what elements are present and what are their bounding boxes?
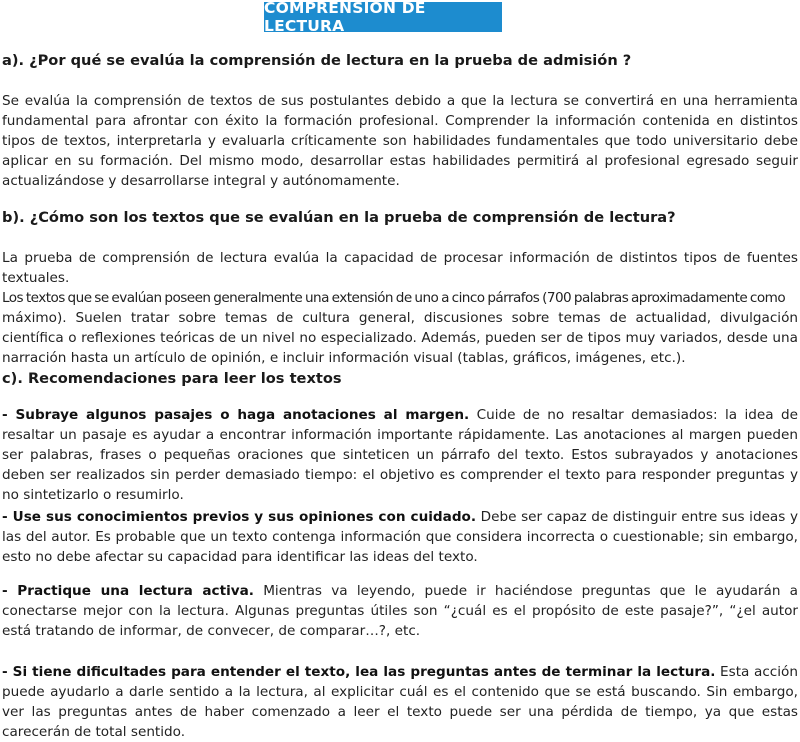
- recommendation-lead: - Si tiene dificultades para entender el texto, lea las preguntas antes de terminar la lectura.: [2, 664, 716, 680]
- page-title-banner: COMPRENSIÓN DE LECTURA: [264, 2, 502, 32]
- section-a-heading: a). ¿Por qué se evalúa la comprensión de lectura en la prueba de admisión ?: [2, 52, 632, 69]
- recommendation-item: [2, 507, 798, 567]
- recommendation-lead: - Subraye algunos pasajes o haga anotaciones al margen.: [2, 407, 470, 423]
- section-b-line-1: La prueba de comprensión de lectura evalúa la capacidad de procesar información de distintos tipos de fuentes textuales.: [2, 250, 798, 286]
- recommendation-text: Cuide de no resaltar demasiados: la idea de resaltar un pasaje es ayudar a encontrar información importante rápidamente. Las anotaciones al margen pueden ser palabras, frases o pequeñas oraciones que sinteticen un párrafo del texto. Estos subrayados y anotaciones deben ser realizados sin perder demasiado tiempo: el objetivo es comprender el texto para responder preguntas y no sintetizarlo o resumirlo.: [2, 407, 798, 503]
- recommendation-lead: - Practique una lectura activa.: [2, 583, 254, 599]
- recommendation-text: Mientras va leyendo, puede ir haciéndose preguntas que le ayudarán a conectarse mejor con la lectura. Algunas preguntas útiles son “¿cuál es el propósito de este pasaje?”, “¿el autor está tratando de informar, de convecer, de comparar…?, etc.: [2, 583, 798, 639]
- recommendation-item: [2, 405, 798, 505]
- section-c-heading: c). Recomendaciones para leer los textos: [2, 370, 342, 387]
- recommendation-item: [2, 581, 798, 641]
- section-b-heading: b). ¿Cómo son los textos que se evalúan en la prueba de comprensión de lectura?: [2, 209, 676, 226]
- recommendation-text: Esta acción puede ayudarlo a darle sentido a la lectura, al explicitar cuál es el contenido que se está buscando. Sin embargo, ver las preguntas antes de haber comenzado a leer el texto puede ser una pérdida de tiempo, ya que estas carecerán de total sentido.: [2, 664, 798, 740]
- recommendation-item: [2, 662, 798, 742]
- section-b-line-2: Los textos que se evalúan poseen generalmente una extensión de uno a cinco párrafos (700 palabras aproximadamente como: [2, 290, 786, 306]
- section-b-line-rest: máximo). Suelen tratar sobre temas de cultura general, discusiones sobre temas de actualidad, divulgación científica o reflexiones teóricas de un nivel no especializado. Además, pueden ser de tipos muy variados, desde una narración hasta un artículo de opinión, e incluir información visual (tablas, gráficos, imágenes, etc.).: [2, 310, 798, 366]
- section-b-paragraph: [2, 248, 798, 368]
- recommendation-lead: - Use sus conocimientos previos y sus opiniones con cuidado.: [2, 509, 477, 525]
- section-a-paragraph: Se evalúa la comprensión de textos de sus postulantes debido a que la lectura se convertirá en una herramienta fundamental para afrontar con éxito la formación profesional. Comprender la información contenida en distintos tipos de textos, interpretarla y evaluarla críticamente son habilidades fundamentales que todo universitario debe aplicar en su formación. Del mismo modo, desarrollar estas habilidades permitirá al profesional egresado seguir actualizándose y desarrollarse integral y autónomamente.: [2, 93, 798, 189]
- recommendation-text: Debe ser capaz de distinguir entre sus ideas y las del autor. Es probable que un texto contenga información que considera incorrecta o cuestionable; sin embargo, esto no debe afectar su capacidad para identificar las ideas del texto.: [2, 509, 798, 565]
